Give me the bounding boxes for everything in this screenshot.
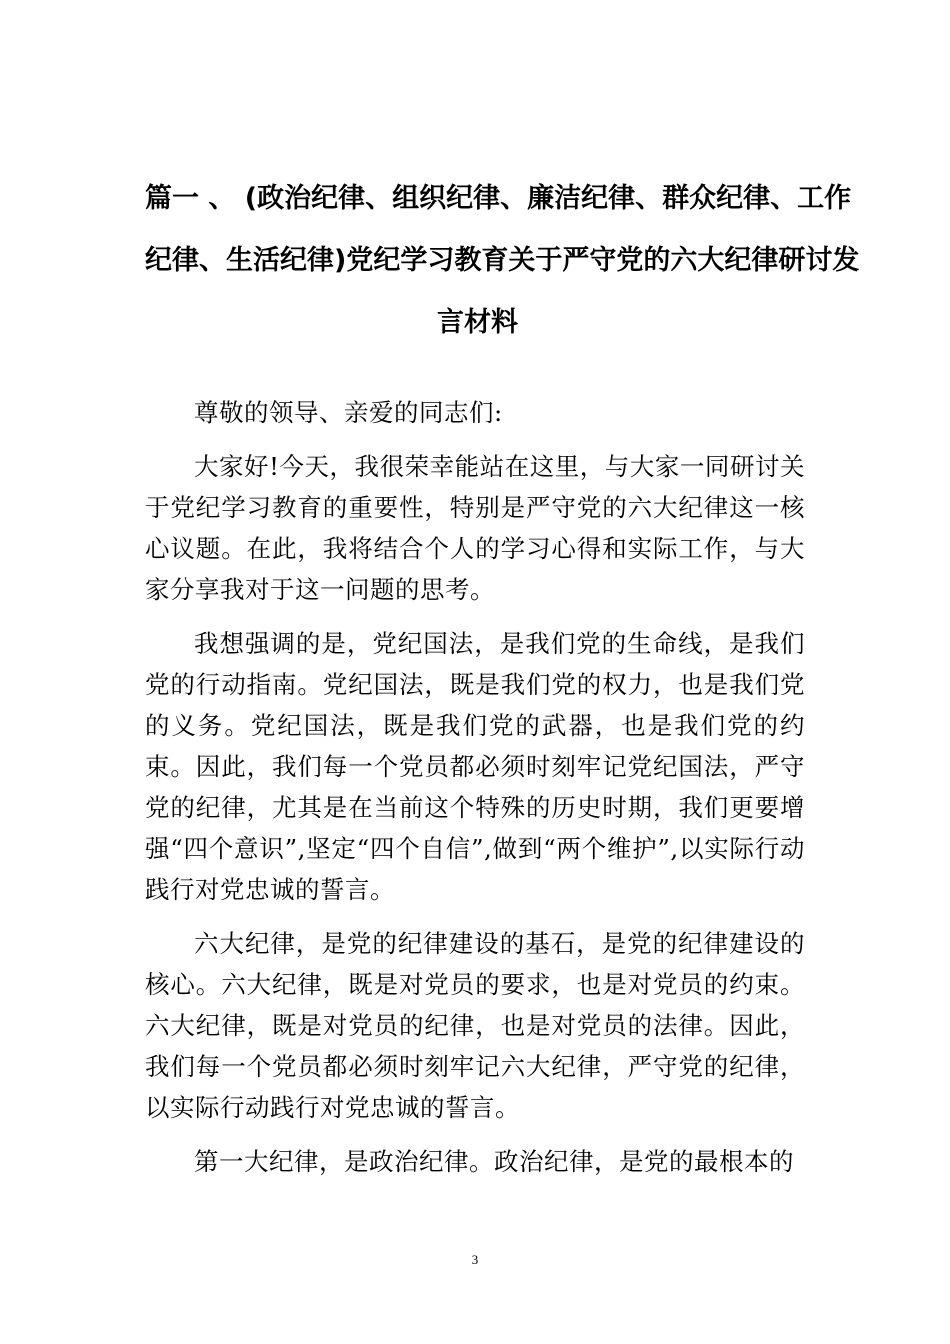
document-body <box>145 392 805 1195</box>
salutation: 尊敬的领导、亲爱的同志们: <box>194 398 503 427</box>
title-line-3: 言材料 <box>437 307 518 338</box>
paragraph-greeting: 大家好!今天，我很荣幸能站在这里，与大家一同研讨关于党纪学习教育的重要性，特别是严守党的六大纪律这一核心议题。在此，我将结合个人的学习心得和实际工作，与大家分享我对于这一问题的思考。 <box>145 452 805 604</box>
page-number: 3 <box>471 1252 479 1267</box>
paragraph-political-discipline: 第一大纪律，是政治纪律。政治纪律，是党的最根本的 <box>194 1147 794 1176</box>
title-line-2: 纪律、生活纪律)党纪学习教育关于严守党的六大纪律研讨发 <box>145 245 860 276</box>
paragraph-six-disciplines: 六大纪律，是党的纪律建设的基石，是党的纪律建设的核心。六大纪律，既是对党员的要求，也是对党员的约束。六大纪律，既是对党员的纪律，也是对党员的法律。因此，我们每一个党员都必须时刻牢记六大纪律，严守党的纪律，以实际行动践行对党忠诚的誓言。 <box>145 929 805 1122</box>
title-line-1: 篇一 、 (政治纪律、组织纪律、廉洁纪律、群众纪律、工作 <box>145 183 852 214</box>
paragraph-party-discipline: 我想强调的是，党纪国法，是我们党的生命线，是我们党的行动指南。党纪国法，既是我们党的权力，也是我们党的义务。党纪国法，既是我们党的武器，也是我们党的约束。因此，我们每一个党员都必须时刻牢记党纪国法，严守党的纪律，尤其是在当前这个特殊的历史时期，我们更要增强“四个意识”,坚定“四个自信”,做到“两个维护”,以实际行动践行对党忠诚的誓言。 <box>145 629 805 904</box>
document-title <box>145 168 860 354</box>
